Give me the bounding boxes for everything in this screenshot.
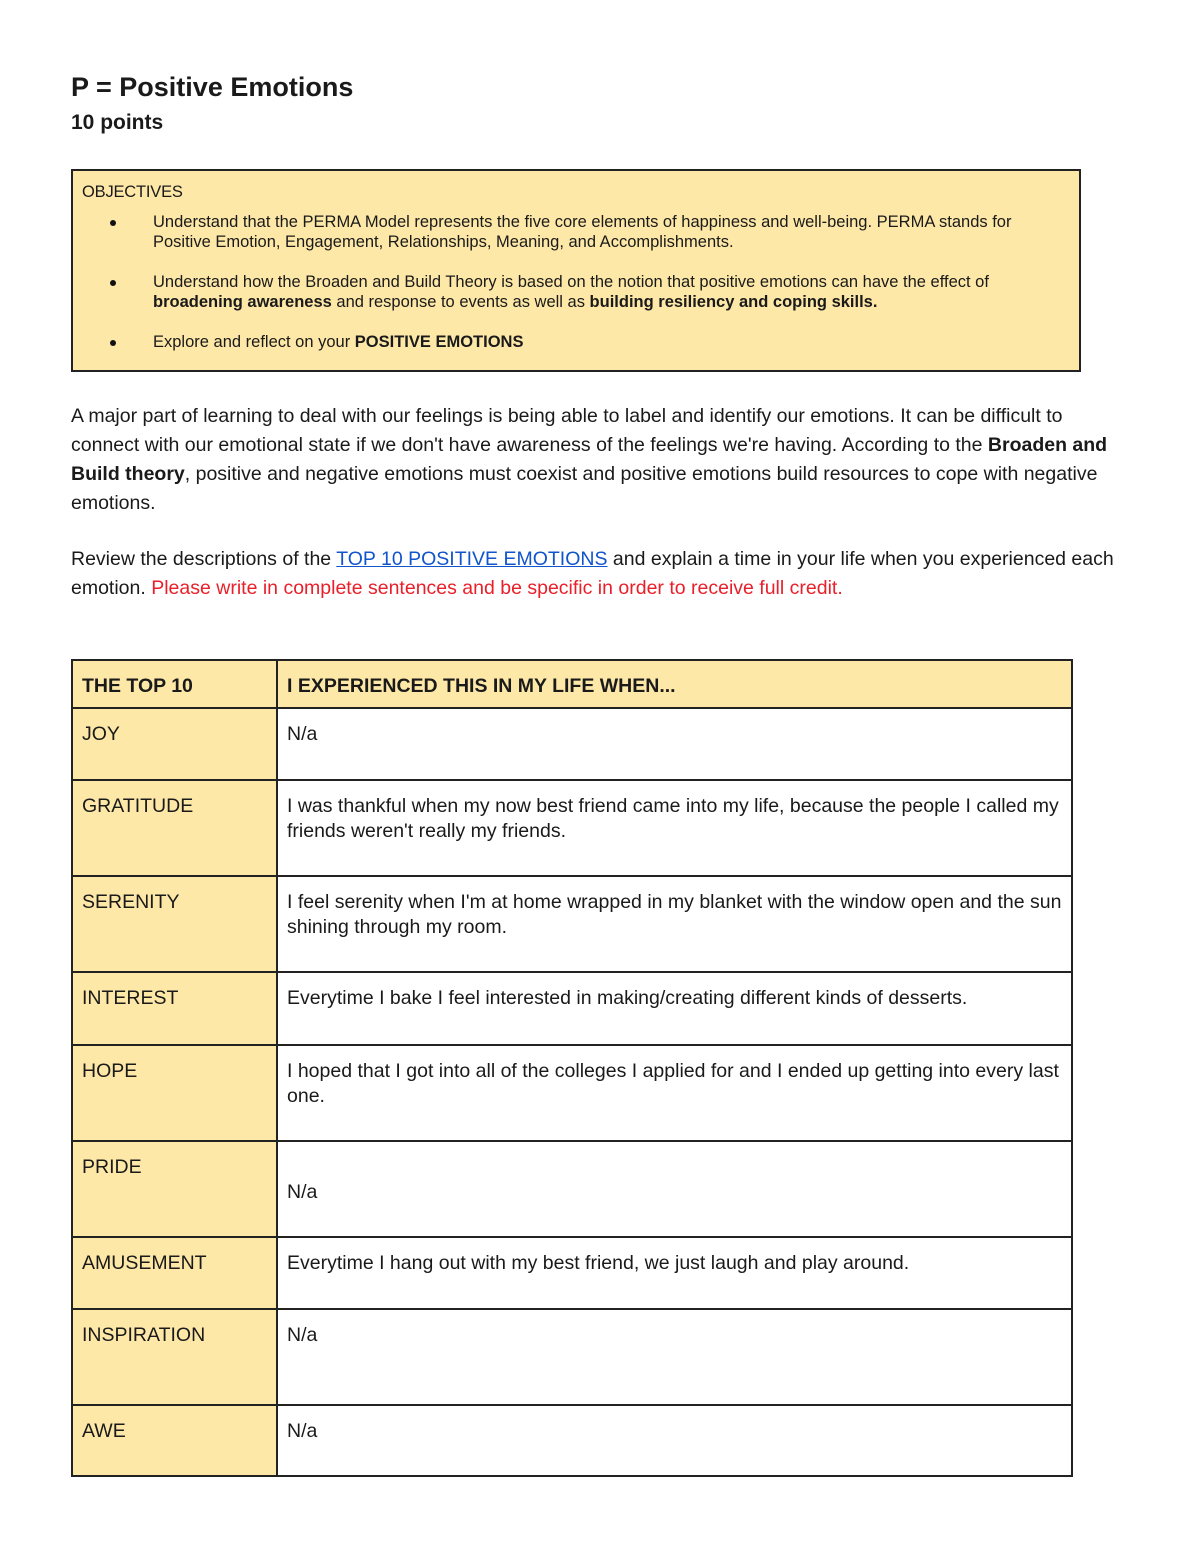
intro-bold: Broaden and Build theory (71, 434, 1108, 485)
credit-warning: Please write in complete sentences and be specific in order to receive full credit. (151, 577, 843, 599)
table-row (72, 780, 1072, 876)
top10-link[interactable]: TOP 10 POSITIVE EMOTIONS (336, 548, 608, 570)
objectives-box (71, 169, 1081, 372)
response-cell[interactable]: N/a (277, 1309, 1072, 1405)
emotion-cell: AWE (72, 1405, 277, 1476)
table-header-row (72, 660, 1072, 708)
response-cell[interactable]: I feel serenity when I'm at home wrapped in my blanket with the window open and the sun shining through my room. (277, 876, 1072, 972)
bullet-icon (110, 280, 116, 286)
table-row (72, 1237, 1072, 1309)
objective-text: Understand how the Broaden and Build Theory is based on the notion that positive emotions can have the effect of (153, 273, 989, 291)
table-row (72, 1405, 1072, 1476)
intro-text: A major part of learning to deal with our feelings is being able to label and identify our emotions. It can be difficult to connect with our emotional state if we don't have awareness of the feelings we're having. According to the (71, 405, 1063, 456)
objectives-heading: OBJECTIVES (82, 183, 183, 201)
response-cell[interactable]: I was thankful when my now best friend came into my life, because the people I called my friends weren't really my friends. (277, 780, 1072, 876)
instructions-text: Review the descriptions of the (71, 548, 337, 570)
table-row (72, 1045, 1072, 1141)
objective-item (82, 212, 1070, 252)
objective-text: Explore and reflect on your (153, 333, 355, 351)
emotion-cell: PRIDE (72, 1141, 277, 1237)
intro-paragraph (71, 402, 1131, 518)
response-cell[interactable]: N/a (277, 708, 1072, 780)
response-cell[interactable]: N/a (277, 1405, 1072, 1476)
emotion-cell: AMUSEMENT (72, 1237, 277, 1309)
instructions-text: and explain a time in your life when you experienced each emotion. (71, 548, 1114, 599)
points-label: 10 points (71, 111, 164, 134)
objective-bold: broadening awareness (153, 293, 332, 311)
table-row (72, 876, 1072, 972)
intro-text: , positive and negative emotions must coexist and positive emotions build resources to cope with negative emotions. (71, 463, 1098, 514)
instructions-paragraph (71, 545, 1131, 603)
emotion-cell: GRATITUDE (72, 780, 277, 876)
table-row (72, 972, 1072, 1045)
table-row (72, 1309, 1072, 1405)
response-cell[interactable]: Everytime I hang out with my best friend, we just laugh and play around. (277, 1237, 1072, 1309)
objective-bold: building resiliency and coping skills. (589, 293, 878, 311)
emotion-cell: JOY (72, 708, 277, 780)
emotion-cell: INSPIRATION (72, 1309, 277, 1405)
objective-bold: POSITIVE EMOTIONS (354, 333, 524, 351)
emotions-table (71, 659, 1073, 1477)
bullet-icon (110, 340, 116, 346)
objective-item (82, 272, 1070, 312)
response-cell[interactable]: I hoped that I got into all of the colleges I applied for and I ended up getting into every last one. (277, 1045, 1072, 1141)
page-title: P = Positive Emotions (71, 72, 354, 102)
objective-item (82, 332, 1070, 352)
bullet-icon (110, 220, 116, 226)
emotion-cell: SERENITY (72, 876, 277, 972)
table-row (72, 1141, 1072, 1237)
response-cell[interactable] (277, 1141, 1072, 1237)
header-emotion: THE TOP 10 (72, 660, 277, 708)
response-cell[interactable]: Everytime I bake I feel interested in making/creating different kinds of desserts. (277, 972, 1072, 1045)
objectives-list (82, 212, 1070, 352)
objective-text: Understand that the PERMA Model represents the five core elements of happiness and well-being. PERMA stands for Positive Emotion, Engagement, Relationships, Meaning, and Accomplishments. (153, 213, 1012, 251)
emotion-cell: INTEREST (72, 972, 277, 1045)
table-row (72, 708, 1072, 780)
header-experience: I EXPERIENCED THIS IN MY LIFE WHEN... (277, 660, 1072, 708)
emotion-cell: HOPE (72, 1045, 277, 1141)
response-text: N/a (287, 1181, 318, 1203)
objective-text: and response to events as well as (331, 293, 590, 311)
